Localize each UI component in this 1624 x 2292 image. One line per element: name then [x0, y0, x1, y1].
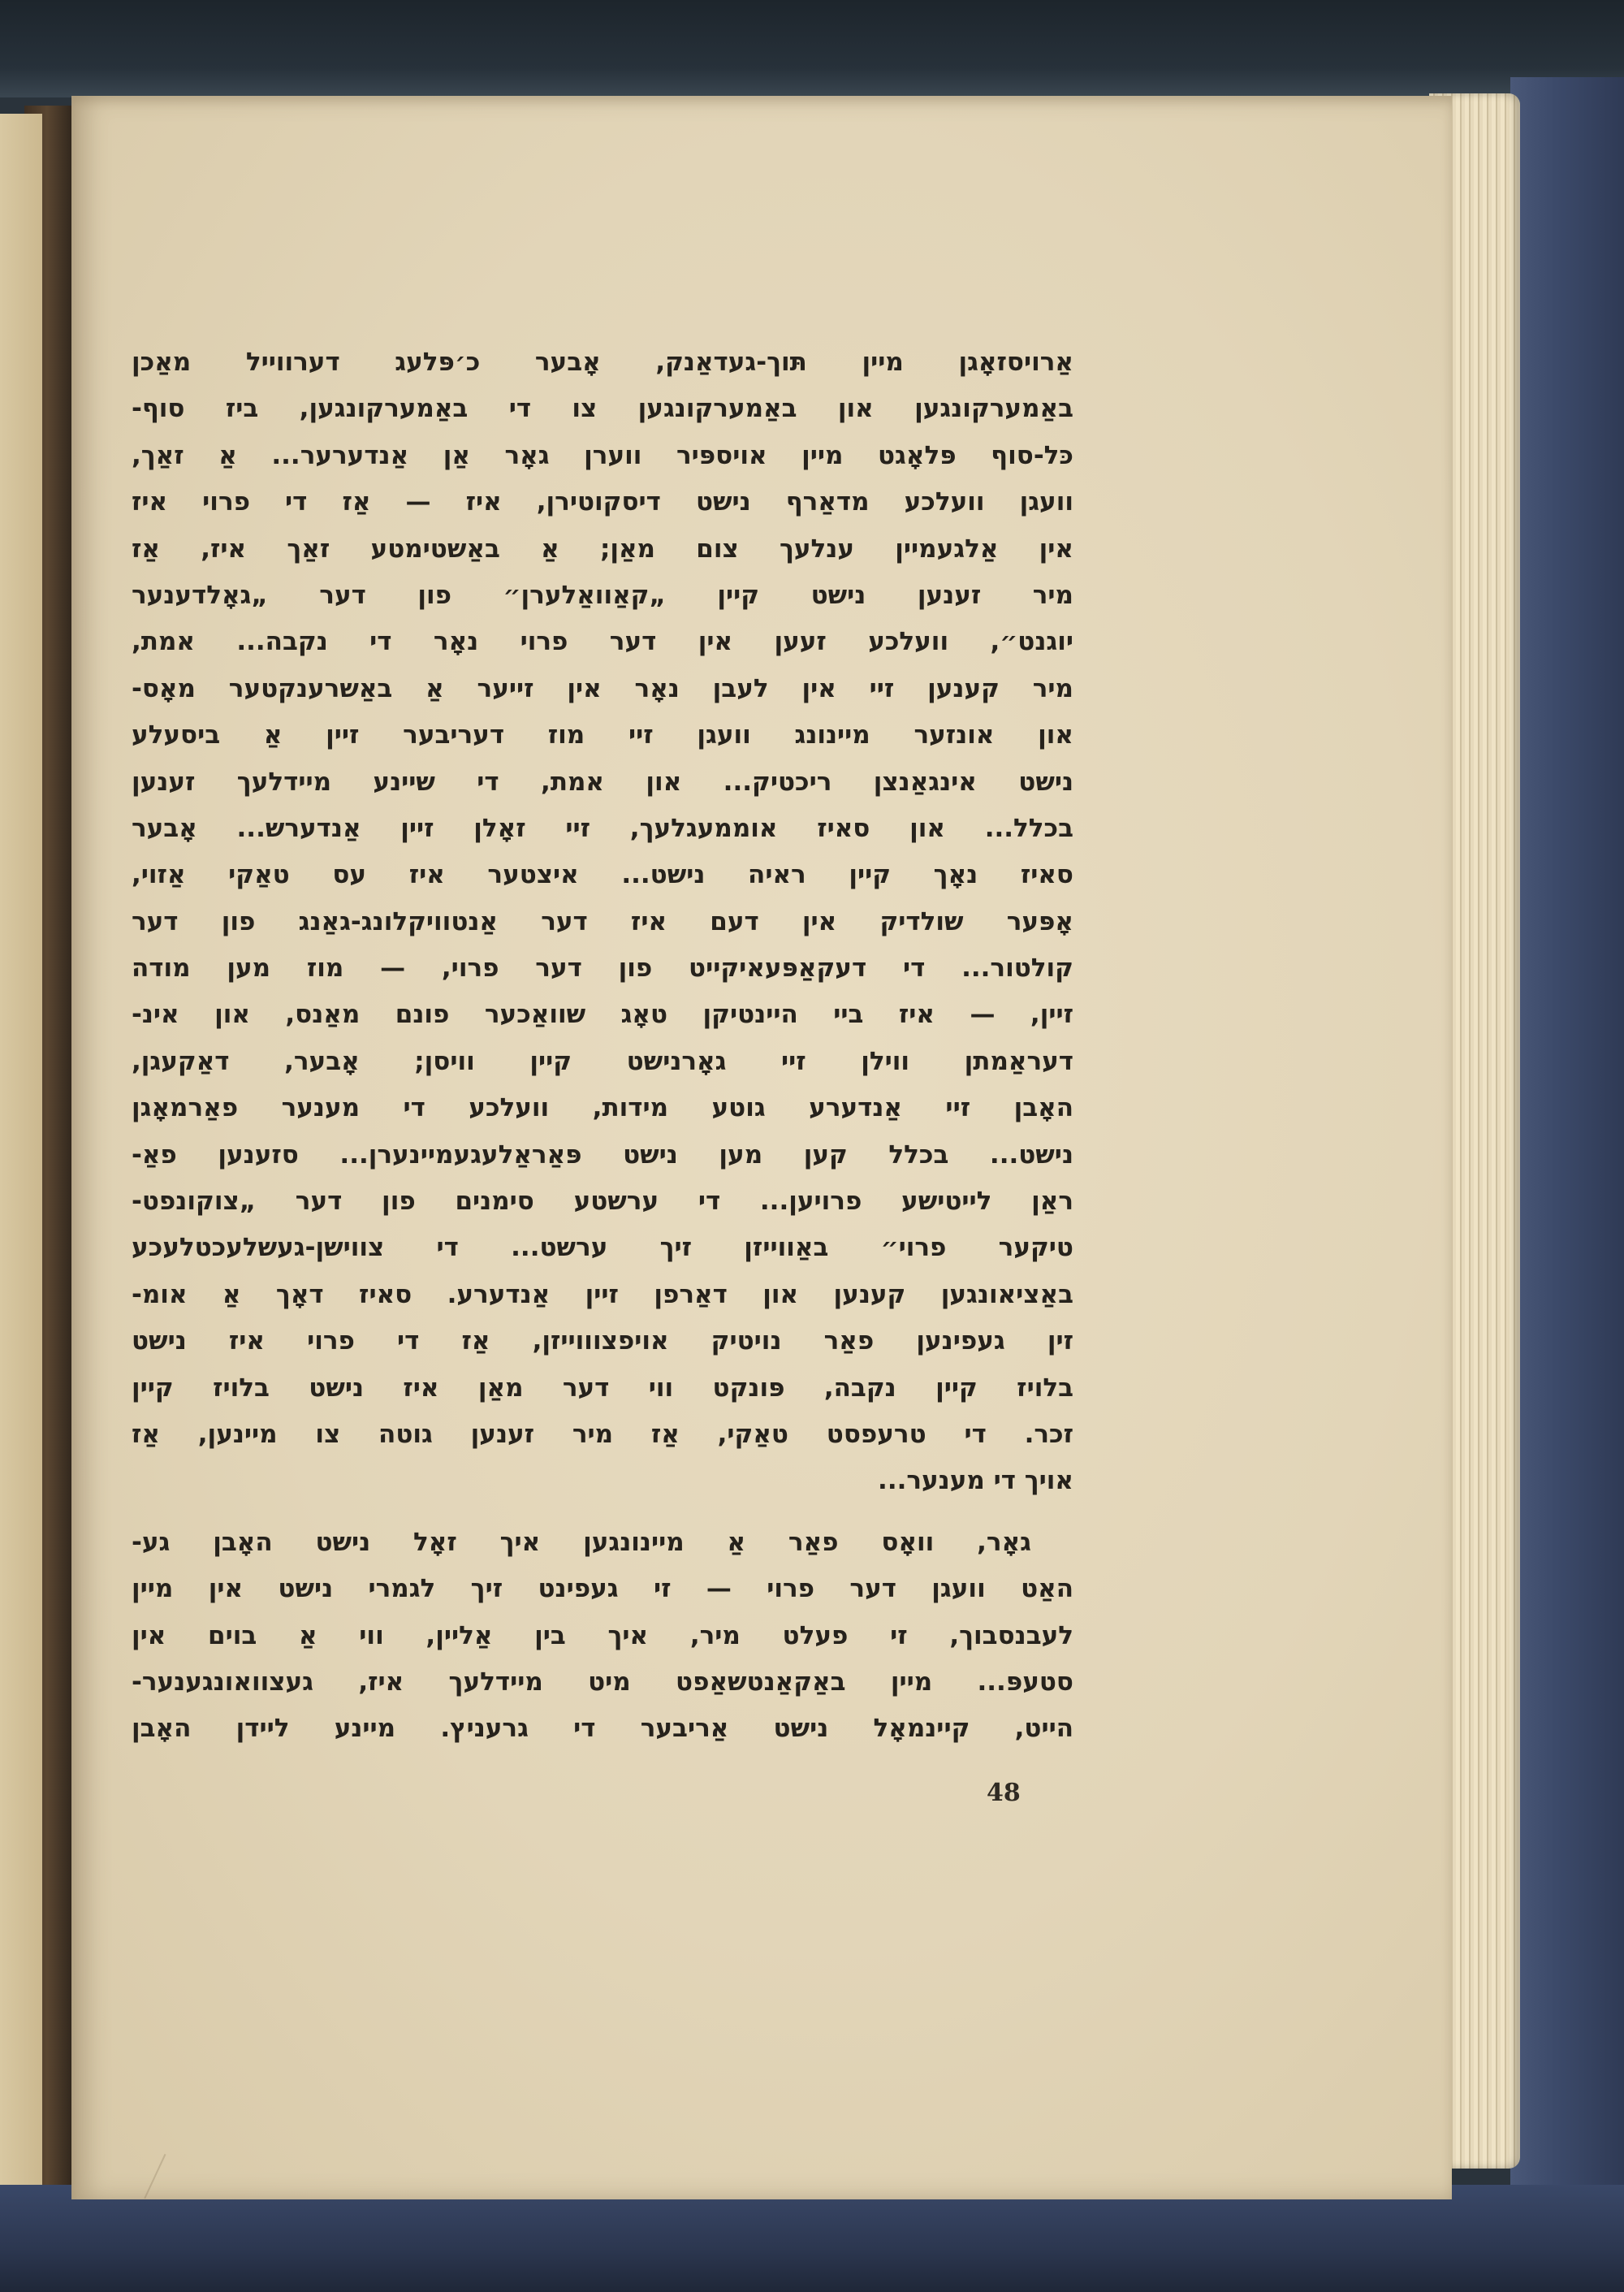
text-line: אויך די מענער...: [878, 1466, 1073, 1496]
text-line: קולטור... די דעקאַפּעאיקייט פון דער פרוי, — מוז מען מודה: [132, 954, 1073, 984]
text-line: נישט אינגאַנצן ריכטיק... און אמת, די שיינע מיידלעך זענען: [132, 767, 1073, 797]
text-line: סטעפּ... מיין באַקאַנטשאַפט מיט מיידלעך איז, געצוואונגענער-: [132, 1667, 1073, 1697]
text-line: באַציאונגען קענען און דאַרפן זיין אַנדערע. סאיז דאָך אַ אומ-: [132, 1279, 1073, 1309]
text-line: באַמערקונגען און באַמערקונגען צו די באַמערקונגען, ביז סוף-: [132, 394, 1073, 424]
text-line: וועגן וועלכע מדאַרף נישט דיסקוטירן, איז — אַז די פרוי איז: [132, 487, 1073, 517]
text-line: סאיז נאָך קיין ראיה נישט... איצטער איז עס טאַקי אַזוי,: [132, 860, 1073, 890]
page-number: 48: [987, 1779, 1021, 1807]
text-line: ראַן לייטישע פרויען... די ערשטע סימנים פון דער „צוקונפט-: [132, 1187, 1073, 1217]
text-line: לעבנסבוך, זי פעלט מיר, איך בין אַליין, ווי אַ בוים אין: [132, 1620, 1073, 1650]
text-line: זכר. די טרעפסט טאַקי, אַז מיר זענען גוטה צו מיינען, אַז: [132, 1419, 1073, 1449]
text-line: בלויז קיין נקבה, פּונקט ווי דער מאַן איז נישט בלויז קיין: [132, 1373, 1073, 1403]
book-cover-right: [1510, 77, 1624, 2292]
book-cover-top: [0, 0, 1624, 97]
text-line: אין אַלגעמיין ענלעך צום מאַן; אַ באַשטימטע זאַך איז, אַז: [132, 534, 1073, 564]
text-line: בכלל... און סאיז אוממעגלעך, זיי זאָלן זיין אַנדערש... אָבער: [132, 813, 1073, 843]
text-line: זין געפינען פאַר נויטיק אויפצוווייזן, אַז די פרוי איז נישט: [132, 1326, 1073, 1356]
text-line: אַרויסזאָגן מיין תּוך-געדאַנק, אָבער כ׳פּלעג דערווייל מאַכן: [132, 348, 1073, 377]
body-text: [132, 339, 1073, 1753]
text-line: זיין, — איז ביי היינטיקן טאָג שוואַכער פונם מאַנס, און אינ-: [132, 1000, 1073, 1030]
book-cover-bottom: [0, 2185, 1624, 2292]
text-line: האָבן זיי אַנדערע גוטע מידות, וועלכע די מענער פאַרמאָגן: [132, 1093, 1073, 1123]
text-line: מיר זענען נישט קיין „קאַוואַלערן״ פון דער „גאָלדענער: [132, 580, 1073, 610]
text-line: אָפּער שולדיק אין דעם איז דער אַנטוויקלונג-גאַנג פון דער: [132, 906, 1073, 936]
text-line: דעראַמתן ווילן זיי גאָרנישט קיין וויסן; אָבער, דאַקעגן,: [132, 1046, 1073, 1076]
text-line: האַט וועגן דער פרוי — זי געפינט זיך לגמרי נישט אין מיין: [132, 1574, 1073, 1604]
text-line: הייט, קיינמאָל נישט אַריבער די גרעניץ. מיינע ליידן האָבן: [132, 1714, 1073, 1744]
facing-page-edge: [0, 114, 42, 2225]
text-line: יוגנט״, וועלכע זעען אין דער פרוי נאָר די נקבה... אמת,: [132, 627, 1073, 657]
text-line: און אונזער מיינונג וועגן זיי מוז דעריבער זיין אַ ביסעלע: [132, 720, 1073, 750]
text-line: נישט... בכלל קען מען נישט פּאַראַלעגעמיינערן... סזענען פאַ-: [132, 1140, 1073, 1170]
text-line: מיר קענען זיי אין לעבן נאָר אין זייער אַ באַשרענקטער מאָס-: [132, 673, 1073, 703]
text-line: טיקער פרוי״ באַווייזן זיך ערשט... די צווישן-געשלעכטלעכע: [132, 1233, 1073, 1263]
paragraph-first-line: גאָר, וואָס פאַר אַ מיינונגען איך זאָל נישט האָבן גע-: [132, 1527, 1031, 1557]
text-line: כּל-סוף פּלאָגט מיין אויספּיר ווערן גאָר אַן אַנדערער... אַ זאַך,: [132, 440, 1073, 470]
